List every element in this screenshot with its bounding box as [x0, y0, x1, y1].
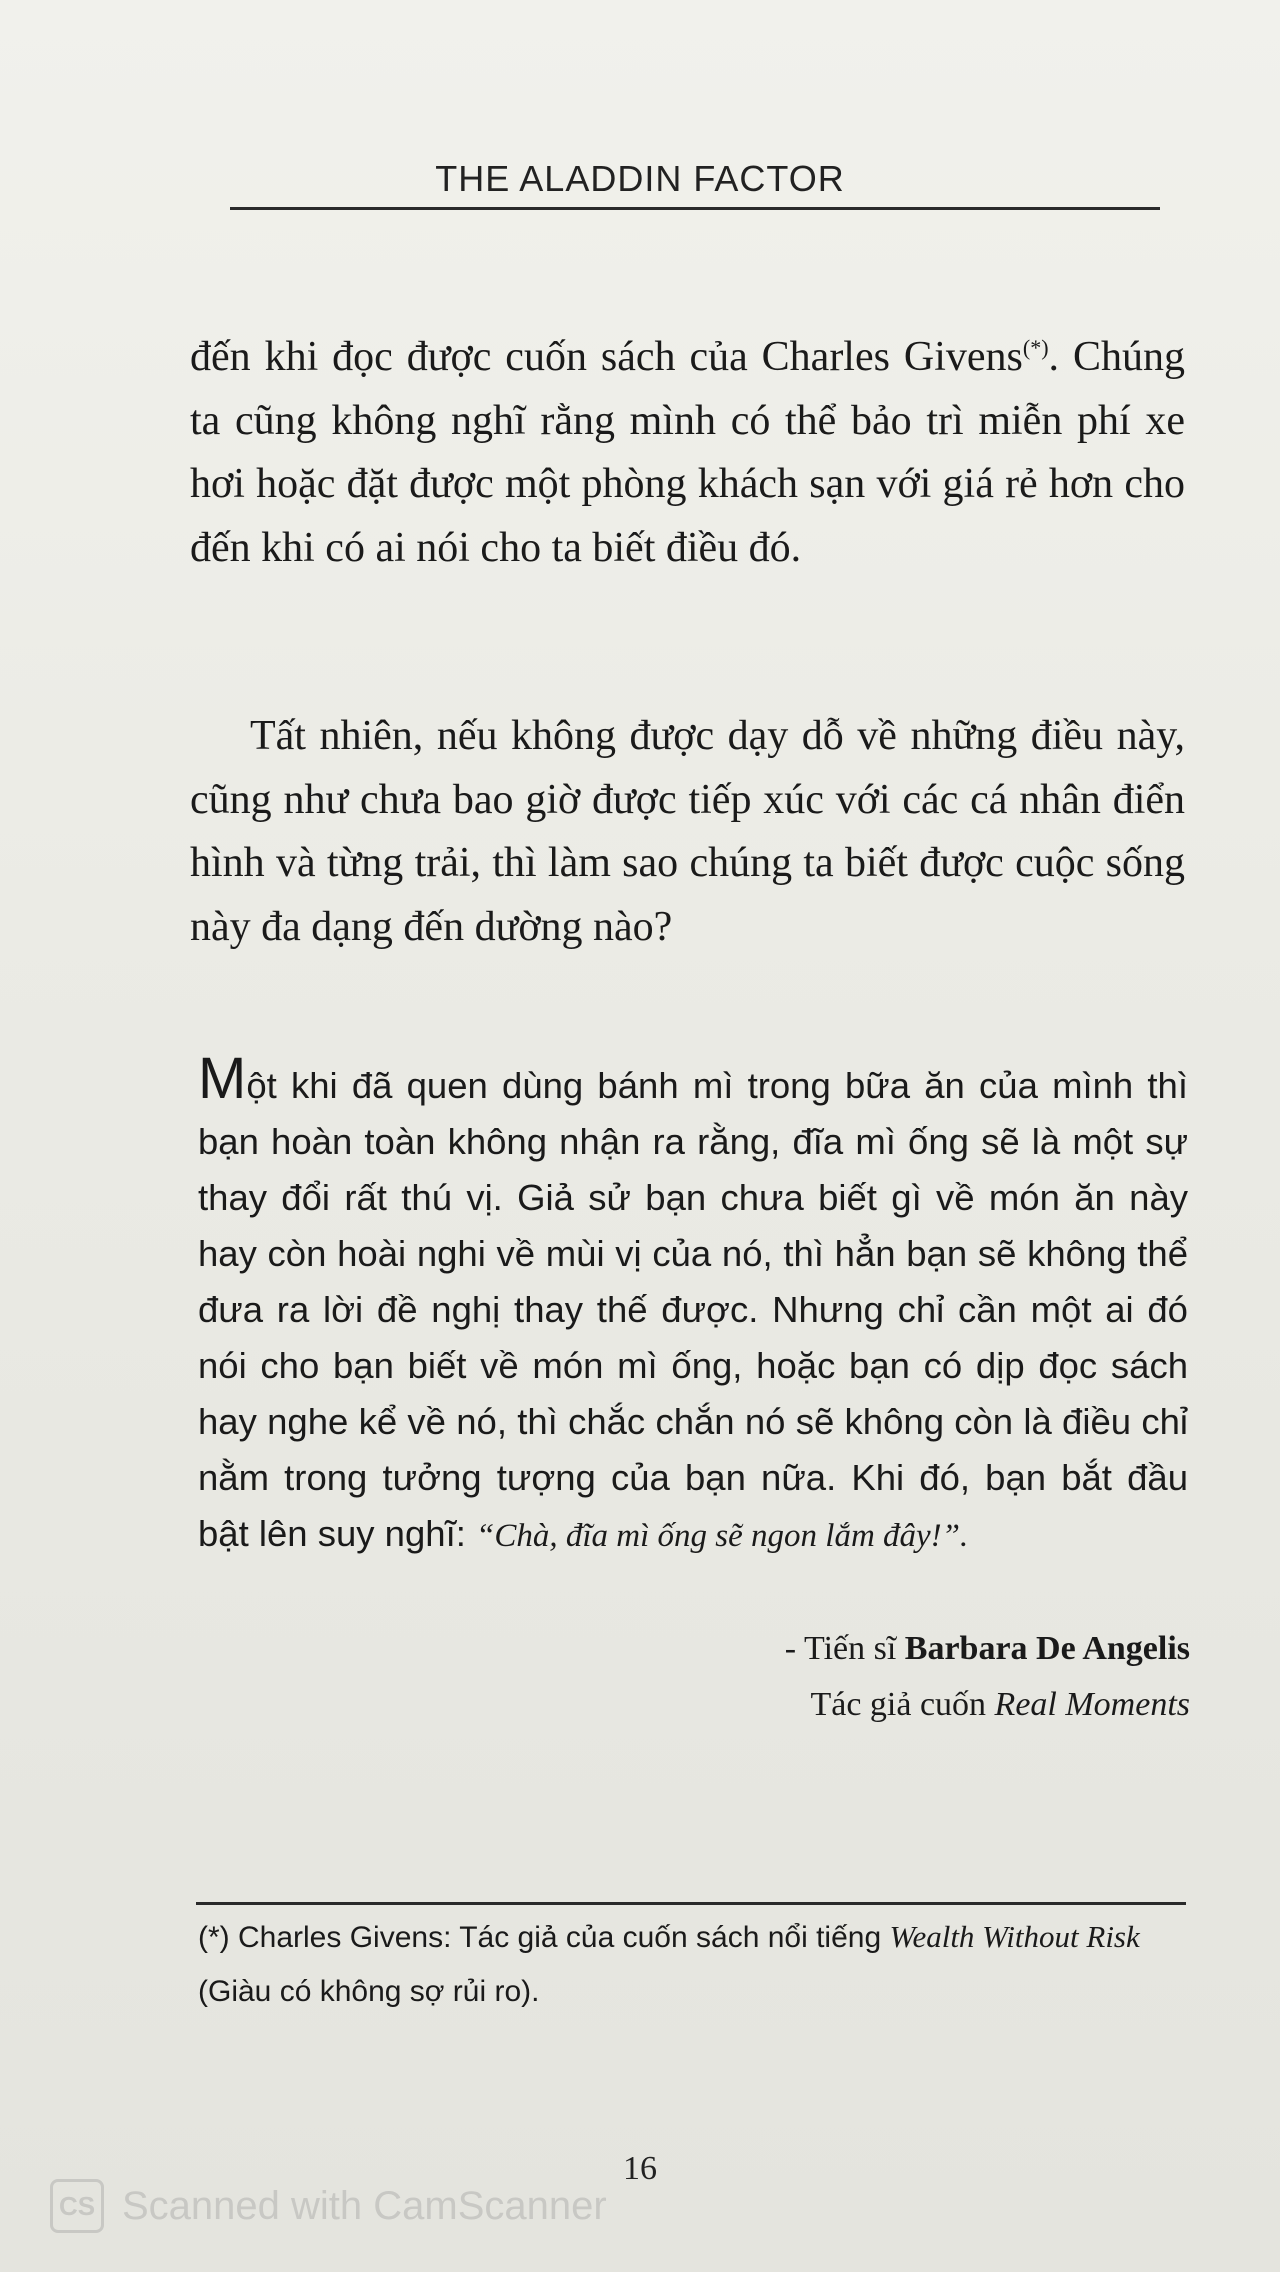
attribution-author [600, 1630, 1190, 1668]
footnote-reference: (*) [1022, 335, 1049, 360]
header-rule [230, 207, 1160, 210]
footnote-translation: (Giàu có không sợ rủi ro). [198, 1975, 540, 2008]
camscanner-logo-icon: CS [50, 2179, 104, 2233]
page-number: 16 [623, 2150, 657, 2187]
footnote-marker: (*) [198, 1921, 230, 1954]
footnote-rule [196, 1902, 1186, 1905]
quote-text: ột khi đã quen dùng bánh mì trong bữa ăn của mình thì bạn hoàn toàn không nhận ra rằng, đĩa mì ống sẽ là một sự thay đổi rất thú vị. Giả sử bạn chưa biết gì về món ăn này hay còn hoài nghi về mùi vị của nó, thì hẳn bạn sẽ không thể đưa ra lời đề nghị thay thế được. Nhưng chỉ cần một ai đó nói cho bạn biết về món mì ống, hoặc bạn có dịp đọc sách hay nghe kể về nó, thì chắc chắn nó sẽ không còn là điều chỉ nằm trong tưởng tượng của bạn nữa. Khi đó, bạn bắt đầu bật lên suy nghĩ: [198, 1065, 1188, 1554]
body-paragraph-1 [190, 326, 1185, 580]
footnote-book-title: Wealth Without Risk [889, 1919, 1140, 1954]
running-header: THE ALADDIN FACTOR [435, 158, 845, 199]
footnote [198, 1910, 1188, 2019]
attribution-book [600, 1686, 1190, 1724]
paragraph-1-text: đến khi đọc được cuốn sách của Charles Givens [190, 334, 1023, 380]
paragraph-1-text-continued: . Chúng ta cũng không nghĩ rằng mình có thể bảo trì miễn phí xe hơi hoặc đặt được một phòng khách sạn với giá rẻ hơn cho đến khi có ai nói cho ta biết điều đó. [190, 334, 1185, 571]
body-paragraph-2: Tất nhiên, nếu không được dạy dỗ về những điều này, cũng như chưa bao giờ được tiếp xúc với các cá nhân điển hình và từng trải, thì làm sao chúng ta biết được cuộc sống này đa dạng đến dường nào? [190, 713, 1185, 950]
attribution-role: Tác giả cuốn [810, 1686, 995, 1723]
watermark-text: Scanned with CamScanner [122, 2183, 607, 2228]
quote-block [198, 1046, 1188, 1564]
author-book-title: Real Moments [994, 1686, 1190, 1723]
attribution-prefix: - Tiến sĩ [784, 1630, 905, 1667]
author-name: Barbara De Angelis [904, 1630, 1190, 1667]
drop-cap: M [198, 1046, 247, 1111]
camscanner-watermark [50, 2176, 607, 2236]
footnote-text: Charles Givens: Tác giả của cuốn sách nổi tiếng [229, 1921, 890, 1954]
quote-italic-tail: “Chà, đĩa mì ống sẽ ngon lắm đây!”. [476, 1518, 969, 1554]
